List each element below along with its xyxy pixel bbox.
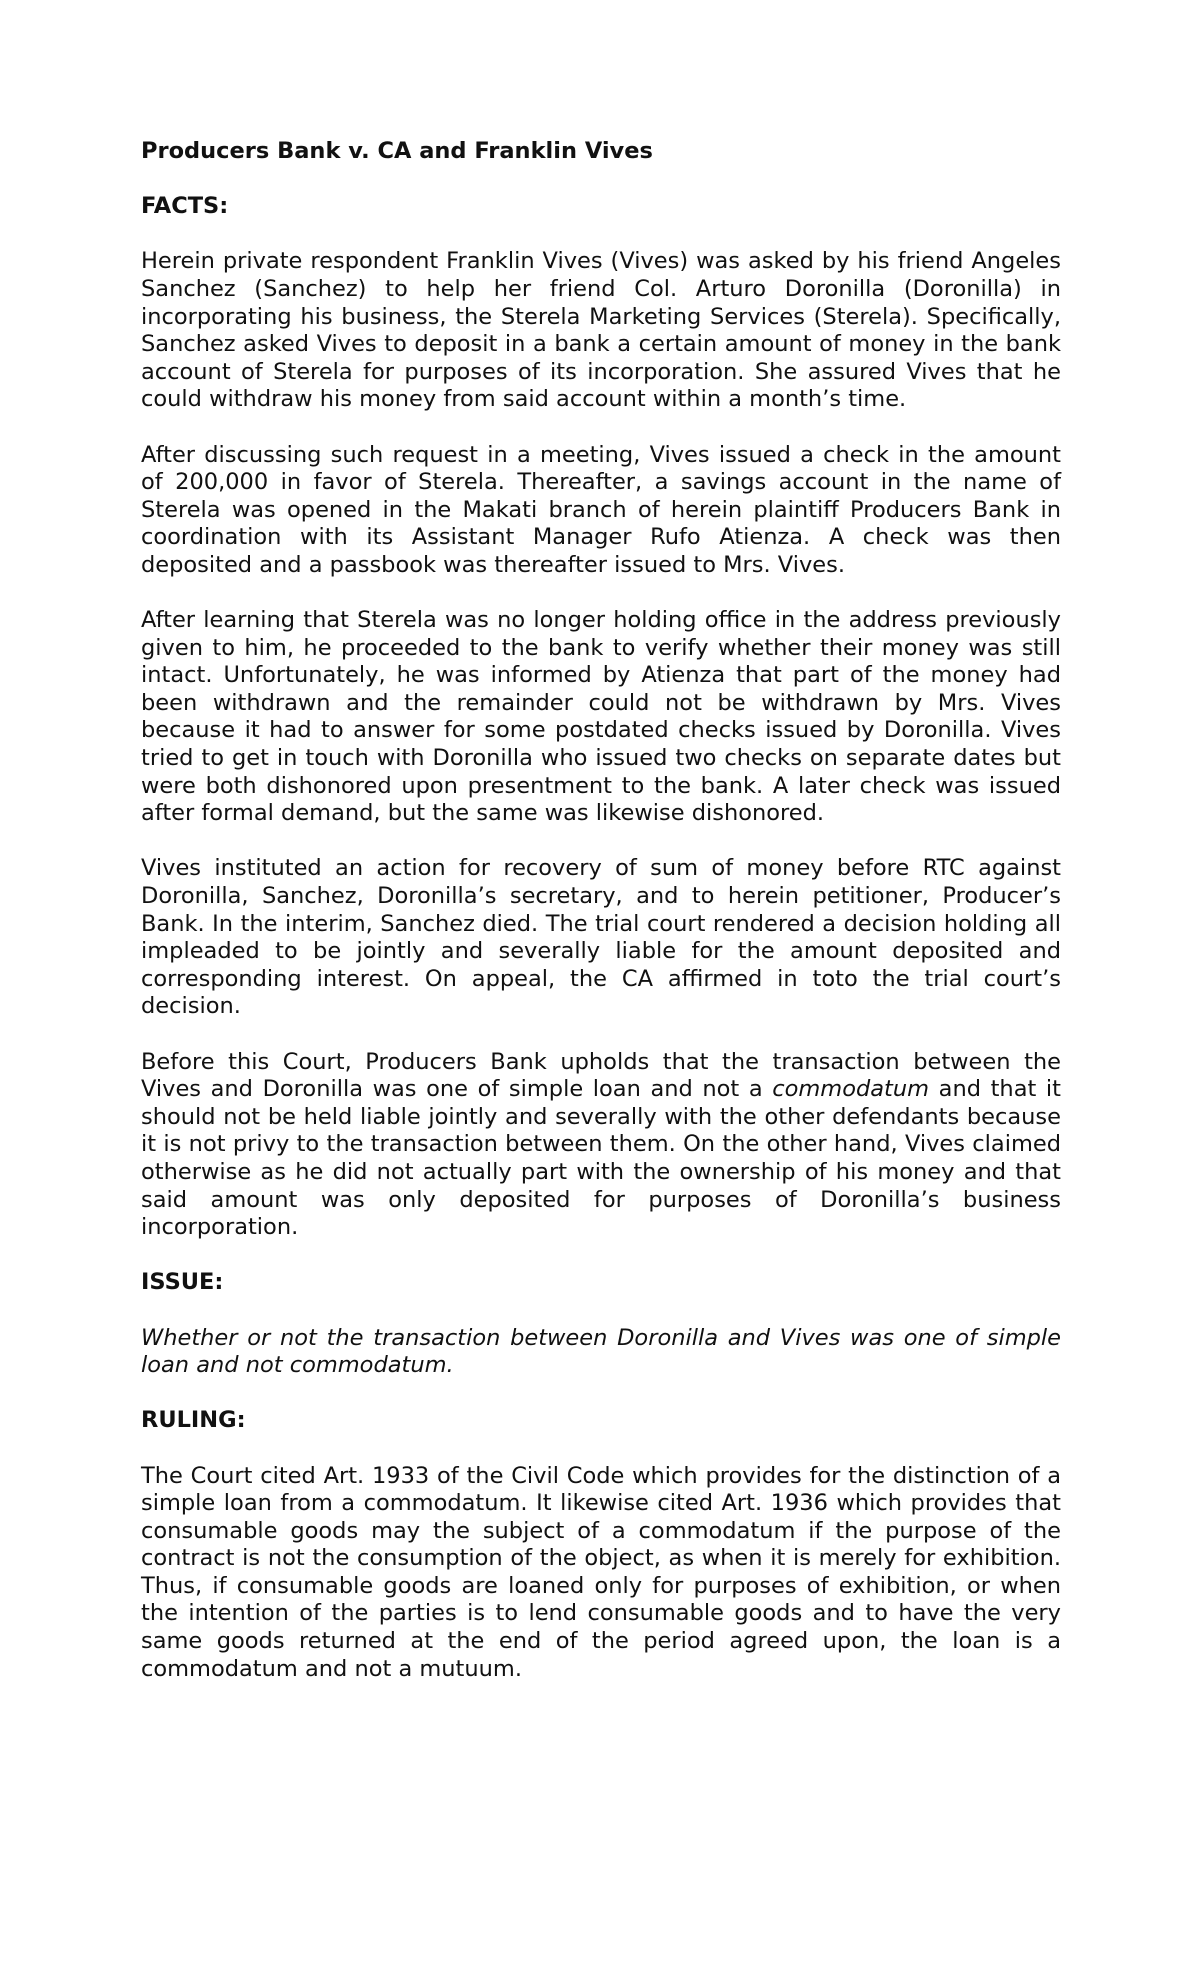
facts-paragraph-text: Before this Court, Producers Bank upholds that the transaction between the Vives and Doronilla was one of simple loan and not a xyxy=(141,1048,1061,1103)
case-title: Producers Bank v. CA and Franklin Vives xyxy=(141,138,653,164)
commodatum-emphasis: commodatum xyxy=(772,1076,930,1103)
facts-paragraph: After learning that Sterela was no longer holding office in the address previously given to him, he proceeded to the bank to verify whether their money was still intact. Unfortunately, he was informed by Atienza that part of the money had been withdrawn and the remainder could not be withdrawn by Mrs. Vives because it had to answer for some postdated checks issued by Doronilla. Vives tried to get in touch with Doronilla who issued two checks on separate dates but were both dishonored upon presentment to the bank. A later check was issued after formal demand, but the same was likewise dishonored. xyxy=(141,607,1061,827)
facts-heading: FACTS: xyxy=(141,193,229,220)
ruling-heading: RULING: xyxy=(141,1407,246,1434)
facts-paragraph: After discussing such request in a meeting, Vives issued a check in the amount of 200,000 in favor of Sterela. Thereafter, a savings account in the name of Sterela was opened in the Makati branch of herein plaintiff Producers Bank in coordination with its Assistant Manager Rufo Atienza. A check was then deposited and a passbook was thereafter issued to Mrs. Vives. xyxy=(141,441,1061,578)
facts-paragraph: Herein private respondent Franklin Vives (Vives) was asked by his friend Angeles Sanchez (Sanchez) to help her friend Col. Arturo Doronilla (Doronilla) in incorporating his business, the Sterela Marketing Services (Sterela). Specifically, Sanchez asked Vives to deposit in a bank a certain amount of money in the bank account of Sterela for purposes of its incorporation. She assured Vives that he could withdraw his money from said account within a month’s time. xyxy=(141,248,1061,413)
issue-text: Whether or not the transaction between Doronilla and Vives was one of simple loan and not commodatum. xyxy=(141,1324,1061,1379)
facts-paragraph: Vives instituted an action for recovery of sum of money before RTC against Doronilla, Sanchez, Doronilla’s secretary, and to herein petitioner, Producer’s Bank. In the interim, Sanchez died. The trial court rendered a decision holding all impleaded to be jointly and severally liable for the amount deposited and corresponding interest. On appeal, the CA affirmed in toto the trial court’s decision. xyxy=(141,855,1061,1020)
facts-paragraph xyxy=(141,1049,1061,1242)
facts-paragraph-text: and that it should not be held liable jointly and severally with the other defendants because it is not privy to the transaction between them. On the other hand, Vives claimed otherwise as he did not actually part with the ownership of his money and that said amount was only deposited for purposes of Doronilla’s business incorporation. xyxy=(141,1076,1061,1241)
document-page xyxy=(141,138,1061,1711)
ruling-text: The Court cited Art. 1933 of the Civil Code which provides for the distinction of a simple loan from a commodatum. It likewise cited Art. 1936 which provides that consumable goods may the subject of a commodatum if the purpose of the contract is not the consumption of the object, as when it is merely for exhibition. Thus, if consumable goods are loaned only for purposes of exhibition, or when the intention of the parties is to lend consumable goods and to have the very same goods returned at the end of the period agreed upon, the loan is a commodatum and not a mutuum. xyxy=(141,1462,1061,1682)
issue-heading: ISSUE: xyxy=(141,1269,224,1296)
